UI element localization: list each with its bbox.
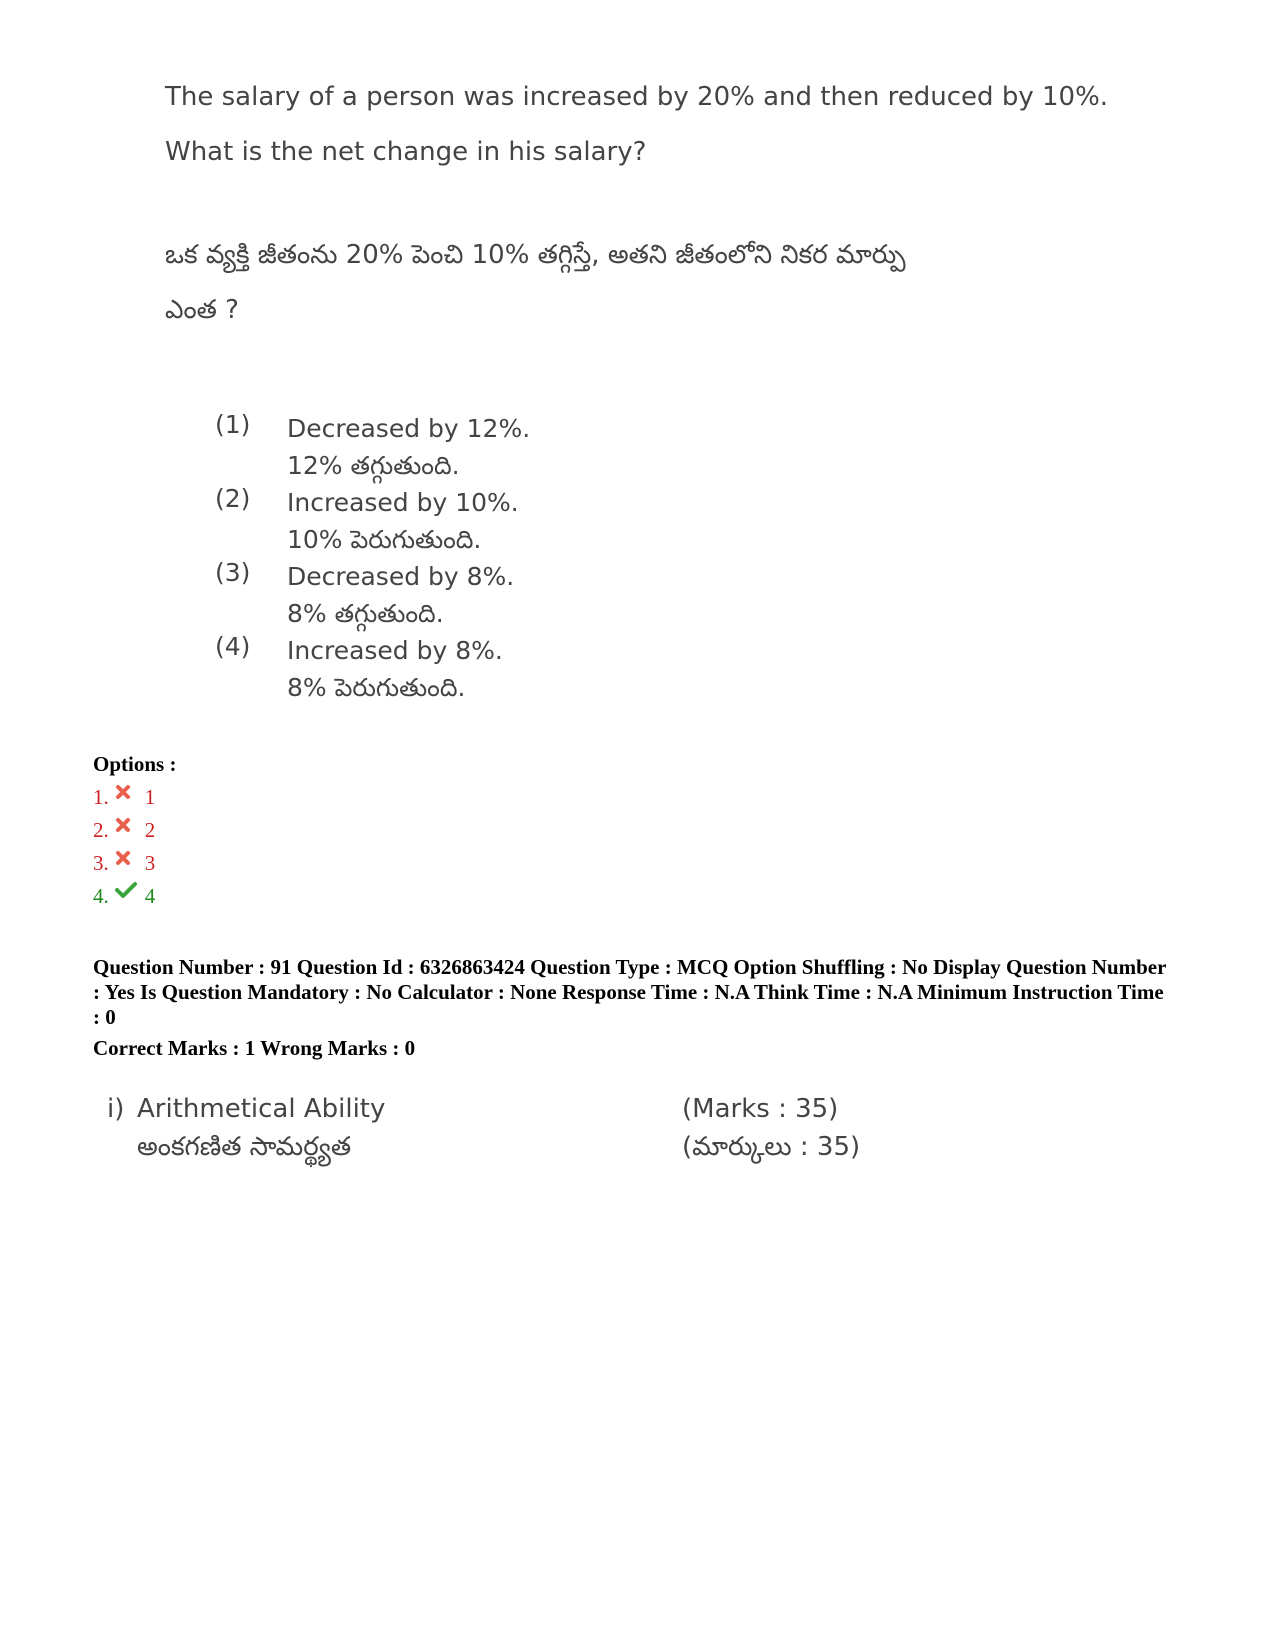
answer-option: 3. 3 xyxy=(93,851,155,876)
question-text-telugu: ఒక వ్యక్తి జీతంను 20% పెంచి 10% తగ్గిస్తే, అతని జీతంలోని నికర మార్పు ఎంత ? xyxy=(165,240,906,325)
question-image xyxy=(165,70,1108,338)
section-title: Arithmetical Ability xyxy=(137,1094,386,1124)
cross-icon xyxy=(115,847,137,869)
question-metadata: Question Number : 91 Question Id : 6326863424 Question Type : MCQ Option Shuffling : No Display Question Number : Yes Is Question Mandatory : No Calculator : None Response Time : N.A Think Time : N.A Minimum Instruction Time : 0 xyxy=(93,955,1167,1029)
answer-option: 1. 1 xyxy=(93,785,155,810)
choice-item: (2) Increased by 10%. 10% పెరుగుతుంది. xyxy=(215,484,519,554)
answer-option-correct: 4. 4 xyxy=(93,884,155,909)
options-label: Options : xyxy=(93,752,177,776)
choice-item: (3) Decreased by 8%. 8% తగ్గుతుంది. xyxy=(215,558,515,628)
checkmark-icon xyxy=(115,880,137,902)
answer-option: 2. 2 xyxy=(93,818,155,843)
cross-icon xyxy=(115,814,137,836)
section-marks: (Marks : 35) xyxy=(682,1094,839,1124)
section-title-telugu: అంకగణిత సామర్థ్యత xyxy=(137,1132,352,1162)
question-text-english: The salary of a person was increased by 20% and then reduced by 10%. What is the net change in his salary? xyxy=(165,82,1109,167)
choice-item: (4) Increased by 8%. 8% పెరుగుతుంది. xyxy=(215,632,503,702)
choice-item: (1) Decreased by 12%. 12% తగ్గుతుంది. xyxy=(215,410,531,480)
choices-list xyxy=(215,410,530,706)
section-marks-telugu: (మార్కులు : 35) xyxy=(682,1132,861,1162)
cross-icon xyxy=(115,781,137,803)
marks-info: Correct Marks : 1 Wrong Marks : 0 xyxy=(93,1036,416,1060)
